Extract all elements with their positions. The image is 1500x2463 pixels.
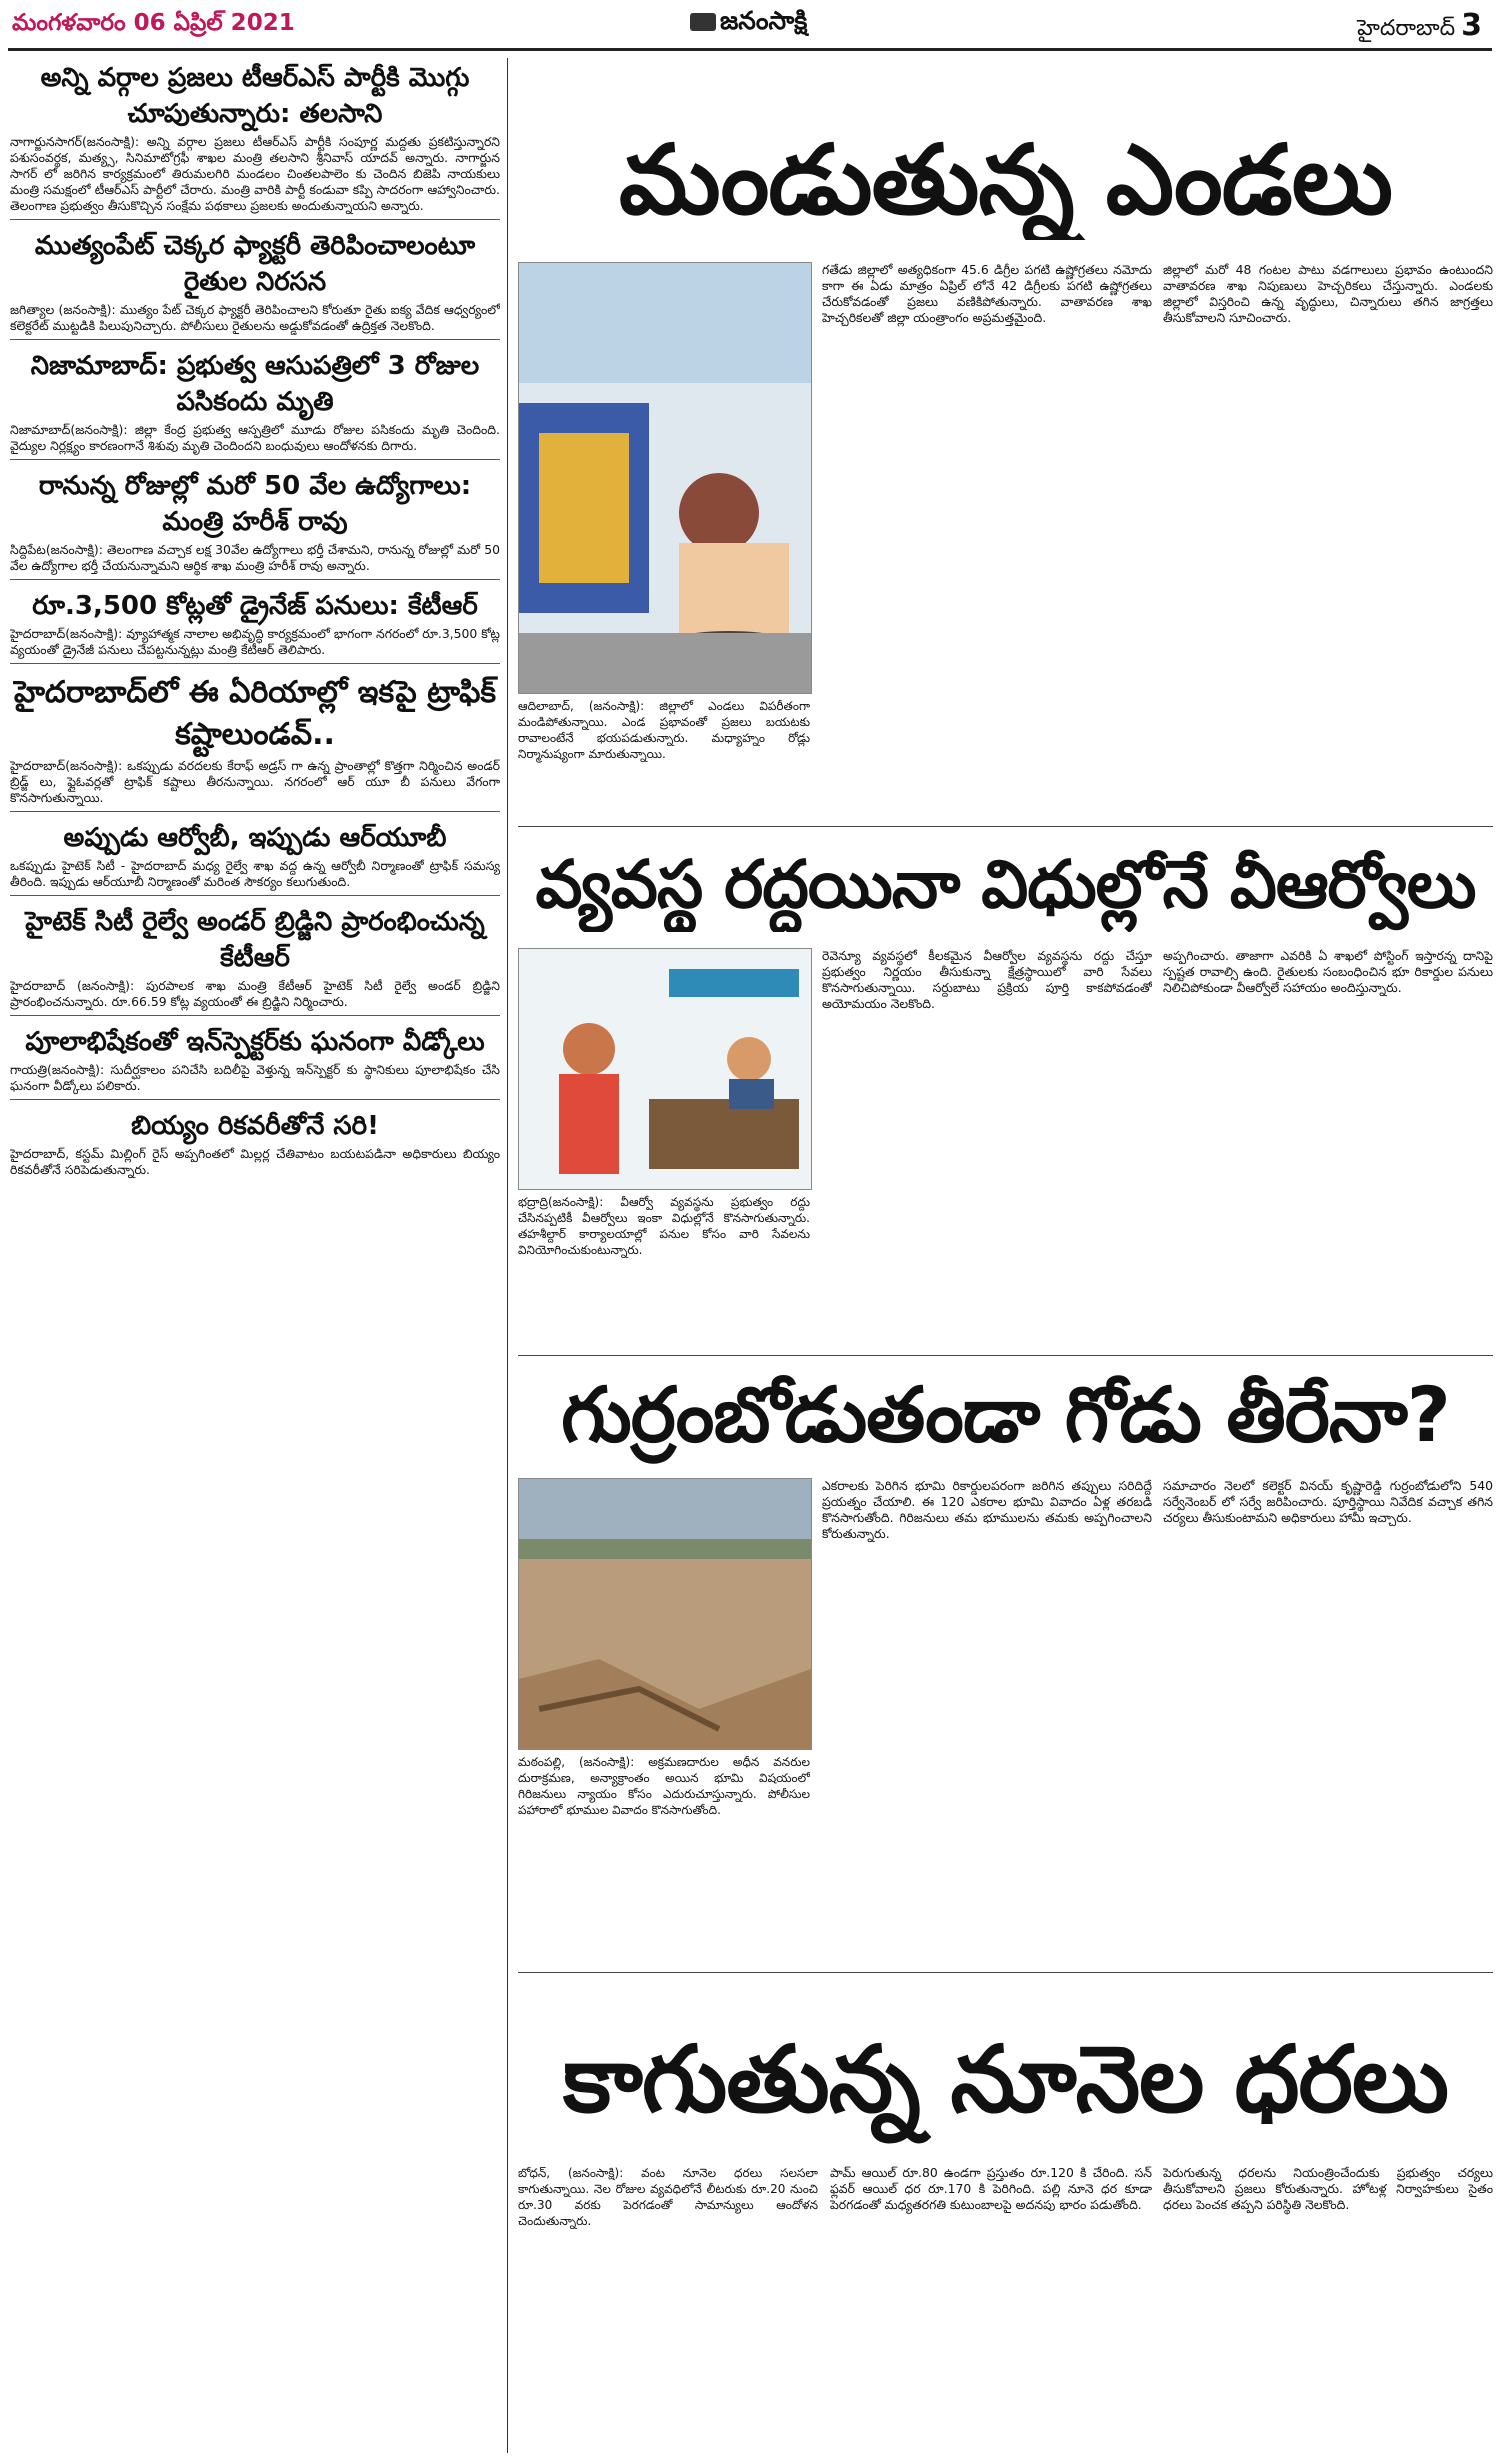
article-headline: ముత్యంపేట్ చెక్కర ఫ్యాక్టరీ తెరిపించాలంటూ రైతుల నిరసన [34,231,476,297]
article-body: హైదరాబాద్, కస్టమ్ మిల్లింగ్ రైస్ అప్పగింతలో మిల్లర్ల చేతివాటం బయటపడినా అధికారులు బియ్యం రికవరీతోనే సరిపెడుతున్నారు. [10,1146,500,1177]
masthead-paper-name [690,6,807,42]
land-field-photo [518,1478,812,1750]
story-column [1163,2165,1493,2450]
left-article [10,226,500,340]
story-column-text: అప్పగించారు. తాజాగా ఎవరికి ఏ శాఖలో పోస్టింగ్ ఇస్తారన్న దానిపై స్పష్టత రావాల్సి ఉంది. రైతులకు సంబంధించిన భూ రికార్డుల పనులు నిలిచిపోకుండా వీఆర్వోలే సహాయం అందిస్తున్నారు. [1163,948,1493,995]
story-headline: కాగుతున్న నూనెల ధరలు [562,2026,1449,2133]
left-article [10,1022,500,1100]
masthead [0,0,1500,50]
story-headline: వ్యవస్థ రద్దయినా విధుల్లోనే వీఆర్వోలు [535,846,1476,923]
story-column-text: గతేడు జిల్లాలో అత్యధికంగా 45.6 డిగ్రీల పగటి ఉష్ణోగ్రతలు నమోదు కాగా ఈ ఏడు మాత్రం ఏప్రిల్ లోనే 42 డిగ్రీలకు పగటి ఉష్ణోగ్రతలు చేరుకోవడంతో ప్రజలు వణికిపోతున్నారు. వాతావరణ శాఖ హెచ్చరికలతో జిల్లా యంత్రాంగం అప్రమత్తమైంది. [822,262,1152,325]
story-headline: మండుతున్న ఎండలు [619,124,1392,236]
left-article [10,902,500,1016]
divider [10,339,500,340]
left-article [10,346,500,460]
article-headline: అప్పుడు ఆర్వోబీ, ఇప్పుడు ఆర్‌యూబీ [63,823,447,853]
story-column [822,1478,1152,1968]
left-article [10,1106,500,1178]
article-headline: పూలాభిషేకంతో ఇన్‌స్పెక్టర్‌కు ఘనంగా వీడ్కోలు [25,1027,485,1057]
story-column [830,2165,1152,2450]
left-article [10,58,500,220]
paper-logo-icon [690,13,716,31]
barren-land-illustration [519,1479,811,1749]
story-column [1163,1478,1493,1968]
divider [10,219,500,220]
divider [10,895,500,896]
left-article [10,670,500,812]
story-column-text: ఎకరాలకు పెరిగిన భూమి రికార్డులపరంగా జరిగిన తప్పులు సరిదిద్దే ప్రయత్నం చేయాలి. ఈ 120 ఎకరాల భూమి వివాదం ఏళ్ల తరబడి కొనసాగుతోంది. గిరిజనులు తమ భూములను తమకు అప్పగించాలని కోరుతున్నారు. [822,1478,1152,1541]
story-headline: గుర్రంబోడుతండా గోడు తీరేనా? [561,1370,1450,1459]
divider [10,579,500,580]
story-column [1163,948,1493,1348]
story-column-text: సమాచారం నెలలో కలెక్టర్ వినయ్ కృష్ణారెడ్డి గుర్రంబోడులోని 540 సర్వేనెంబర్ లో సర్వే జరిపించారు. పూర్తిస్థాయి నివేదిక వచ్చాక తగిన చర్యలు తీసుకుంటామని అధికారులు హామీ ఇచ్చారు. [1163,1478,1493,1525]
article-body: ఒకప్పుడు హైటెక్ సిటీ - హైదరాబాద్ మధ్య రైల్వే శాఖ వద్ద ఉన్న ఆర్వోబీ నిర్మాణంతో ట్రాఫిక్ సమస్య తీరింది. ఇప్పుడు ఆర్‌యూబీ నిర్మాణంతో మరింత సౌకర్యం కలుగుతుంది. [10,858,500,889]
photo-caption: భద్రాద్రి(జనంసాక్షి): వీఆర్వో వ్యవస్థను ప్రభుత్వం రద్దు చేసినప్పటికీ వీఆర్వోలు ఇంకా విధుల్లోనే కొనసాగుతున్నారు. తహశీల్దార్ కార్యాలయాల్లో పనుల కోసం వారి సేవలను వినియోగించుకుంటున్నారు. [518,1195,810,1257]
masthead-page-number: 3 [1461,8,1482,43]
masthead-city-page [1357,8,1482,46]
story-column-text: రెవెన్యూ వ్యవస్థలో కీలకమైన వీఆర్వోల వ్యవస్థను రద్దు చేస్తూ ప్రభుత్వం నిర్ణయం తీసుకున్నా క్షేత్రస్థాయిలో వారి సేవలు కొనసాగుతున్నాయి. సర్దుబాటు ప్రక్రియ పూర్తి కాకపోవడంతో అయోమయం నెలకొంది. [822,948,1152,1011]
divider [10,663,500,664]
section-divider [518,1972,1493,1973]
story-lead-text: బోధన్, (జనంసాక్షి): వంట నూనెల ధరలు సలసలా కాగుతున్నాయి. నెల రోజుల వ్యవధిలోనే లీటరుకు రూ.20 నుంచి రూ.30 వరకు పెరగడంతో సామాన్యులు ఆందోళన చెందుతున్నారు. [518,2166,818,2228]
divider [10,459,500,460]
section-divider [518,1355,1493,1356]
article-headline: హైదరాబాద్‌లో ఈ ఏరియాల్లో ఇకపై ట్రాఫిక్ కష్టాలుండవ్.. [13,675,497,752]
article-headline: నిజామాబాద్: ప్రభుత్వ ఆసుపత్రిలో 3 రోజుల పసికందు మృతి [30,351,480,417]
article-body: నిజామాబాద్(జనంసాక్షి): జిల్లా కేంద్ర ప్రభుత్వ ఆస్పత్రిలో మూడు రోజుల పసికందు మృతి చెందింది. వైద్యుల నిర్లక్ష్యం కారణంగానే శిశువు మృతి చెందిందని బంధువులు ఆందోళనకు దిగారు. [10,422,500,453]
story-column-text: జిల్లాలో మరో 48 గంటల పాటు వడగాలులు ప్రభావం ఉంటుందని వాతావరణ శాఖ నిపుణులు హెచ్చరికలు చేస్తున్నారు. ఎండలకు జిల్లాలో విస్తరించి ఉన్న వృద్ధులు, చిన్నారులు తగిన జాగ్రత్తలు తీసుకోవాలని సూచించారు. [1163,262,1493,325]
story-column [822,948,1152,1348]
article-body: నాగార్జునసాగర్(జనంసాక్షి): అన్ని వర్గాల ప్రజలు టీఆర్ఎస్ పార్టీకి సంపూర్ణ మద్దతు ప్రకటిస్తున్నారని పశుసంవర్థక, మత్య్స, సినిమాటోగ్రఫీ శాఖల మంత్రి తలసాని శ్రీనివాస్ యాదవ్ అన్నారు. నాగార్జున సాగర్ లో జరిగిన కార్యక్రమంలో తిరుమలగిరి మండలం చింతలపాలెం కు చెందిన బిజెపి నాయకులు మంత్రి సమక్షంలో టీఆర్ఎస్ పార్టీలో చేరారు. మంత్రి వారికి పార్టీ కండువా కప్పి సాదరంగా ఆహ్వానించారు. తెలంగాణ ప్రభుత్వం తీసుకొచ్చిన సంక్షేమ పథకాలు ప్రజలకు అందుతున్నాయని అన్నారు. [10,134,500,213]
article-body: గాయత్రి(జనంసాక్షి): సుదీర్ఘకాలం పనిచేసి బదిలీపై వెళ్తున్న ఇన్‌స్పెక్టర్ కు స్థానికులు పూలాభిషేకం చేసి ఘనంగా వీడ్కోలు పలికారు. [10,1062,500,1093]
paper-name-text: జనంసాక్షి [720,6,808,35]
article-body: హైదరాబాద్(జనంసాక్షి): వ్యూహాత్మక నాలాల అభివృద్ధి కార్యక్రమంలో భాగంగా నగరంలో రూ.3,500 కోట్ల వ్యయంతో డ్రైనేజీ పనులు చేపట్టనున్నట్లు మంత్రి కేటీఆర్ తెలిపారు. [10,626,500,657]
photo-caption: మఠంపల్లి, (జనంసాక్షి): అక్రమణదారుల అధీన వనరుల దురాక్రమణ, అన్యాక్రాంతం అయిన భూమి విషయంలో గిరిజనులు న్యాయం కోసం ఎదురుచూస్తున్నారు. పోలీసుల పహారాలో భూముల వివాదం కొనసాగుతోంది. [518,1755,810,1817]
story-column-text: పామ్ ఆయిల్ రూ.80 ఉండగా ప్రస్తుతం రూ.120 కి చేరింది. సన్ ఫ్లవర్ ఆయిల్ ధర రూ.170 కి పెరిగింది. పల్లి నూనె ధర కూడా పెరగడంతో మధ్యతరగతి కుటుంబాలపై అదనపు భారం పడుతోంది. [830,2165,1152,2212]
story-column-text: పెరుగుతున్న ధరలను నియంత్రించేందుకు ప్రభుత్వం చర్యలు తీసుకోవాలని ప్రజలు కోరుతున్నారు. హోటళ్ల నిర్వాహకులు సైతం ధరలు పెంచక తప్పని పరిస్థితి నెలకొంది. [1163,2165,1493,2212]
article-headline: అన్ని వర్గాల ప్రజలు టీఆర్ఎస్ పార్టీకి మొగ్గు చూపుతున్నారు: తలసాని [40,63,470,129]
left-article [10,586,500,664]
divider [10,811,500,812]
left-article [10,818,500,896]
article-body: జగిత్యాల (జనంసాక్షి): ముత్యం పేట్ చెక్కర ఫ్యాక్టరీ తెరిపించాలని కోరుతూ రైతు ఐక్య వేదిక ఆధ్వర్యంలో కలెక్టరేట్ ముట్టడికి పిలుపునిచ్చారు. పోలీసులు రైతులను అడ్డుకోవడంతో ఉద్రిక్తత నెలకొంది. [10,302,500,333]
masthead-rule [8,48,1492,51]
section-divider [518,826,1493,827]
vro-office-illustration [519,949,811,1189]
article-body: సిద్దిపేట(జనంసాక్షి): తెలంగాణ వచ్చాక లక్ష 30వేల ఉద్యోగాలు భర్తీ చేశామని, రానున్న రోజుల్లో మరో 50 వేల ఉద్యోగాల భర్తీ చేయనున్నామని ఆర్థిక శాఖ మంత్రి హరీశ్ రావు అన్నారు. [10,542,500,573]
article-headline: రూ.3,500 కోట్లతో డ్రైనేజ్ పనులు: కేటీఆర్ [32,591,478,621]
story-column [1163,262,1493,812]
article-body: హైదరాబాద్(జనంసాక్షి): ఒకప్పుడు వరదలకు కేరాఫ్ అడ్రస్ గా ఉన్న ప్రాంతాల్లో కొత్తగా నిర్మించిన అండర్ బ్రిడ్జ్ లు, ఫ్లైఓవర్లతో ట్రాఫిక్ కష్టాలు తీరనున్నాయి. నగరంలో ఆర్ యూ బీ పనులు వేగంగా కొనసాగుతున్నాయి. [10,758,500,805]
summer-heat-illustration [519,263,811,693]
divider [10,1099,500,1100]
article-headline: హైటెక్ సిటీ రైల్వే అండర్ బ్రిడ్జిని ప్రారంభించున్న కేటీఆర్ [25,907,485,973]
article-body: హైదరాబాద్ (జనంసాక్షి): పురపాలక శాఖ మంత్రి కేటీఆర్ హైటెక్ సిటీ రైల్వే అండర్ బ్రిడ్జిని ప్రారంభించనున్నారు. రూ.66.59 కోట్ల వ్యయంతో ఈ బ్రిడ్జిని నిర్మించారు. [10,978,500,1009]
left-column [10,58,500,2458]
masthead-date: మంగళవారం 06 ఏప్రిల్ 2021 [12,10,295,36]
article-headline: రానున్న రోజుల్లో మరో 50 వేల ఉద్యోగాలు: మంత్రి హరీశ్ రావు [38,471,472,537]
column-divider [507,58,508,2453]
summer-heat-photo [518,262,812,694]
divider [10,1015,500,1016]
article-headline: బియ్యం రికవరీతోనే సరి! [131,1111,379,1141]
story-column [822,262,1152,812]
masthead-city: హైదరాబాద్ [1357,16,1456,41]
left-article [10,466,500,580]
photo-caption: ఆదిలాబాద్, (జనంసాక్షి): జిల్లాలో ఎండలు విపరీతంగా మండిపోతున్నాయి. ఎండ ప్రభావంతో ప్రజలు బయటకు రావాలంటేనే భయపడుతున్నారు. మధ్యాహ్నం రోడ్లు నిర్మానుష్యంగా మారుతున్నాయి. [518,699,810,761]
vro-illustration-photo [518,948,812,1190]
